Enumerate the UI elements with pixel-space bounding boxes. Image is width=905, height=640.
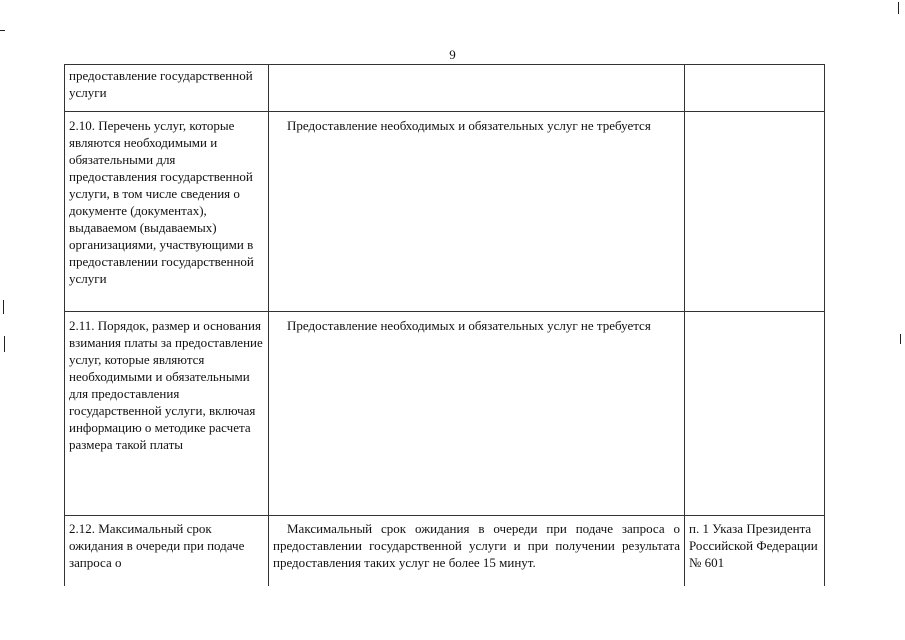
row-heading-cell: 2.11. Порядок, размер и основания взимания платы за предоставление услуг, которые являются необходимыми и обязательными для предоставления государственной услуги, включая информацию о методике расчета размера такой платы (65, 312, 269, 516)
table-row (65, 112, 825, 312)
scan-mark-left-top (0, 30, 5, 31)
scan-mark-left-mid2 (4, 336, 5, 352)
table-row (65, 312, 825, 516)
document-table (64, 64, 825, 586)
row-content-cell (269, 65, 685, 112)
page-number: 9 (449, 47, 456, 62)
scan-mark-right-mid (900, 334, 901, 344)
row-content-cell: Максимальный срок ожидания в очереди при подаче запроса о предоставлении государственной услуги и при получении результата предоставления таких услуг не более 15 минут. (269, 516, 685, 587)
row-reference-cell (685, 312, 825, 516)
table-row (65, 65, 825, 112)
row-reference-cell (685, 112, 825, 312)
row-content-cell: Предоставление необходимых и обязательных услуг не требуется (269, 312, 685, 516)
row-heading-cell: предоставление государственной услуги (65, 65, 269, 112)
scan-mark-right-top (898, 2, 899, 14)
row-reference-cell: п. 1 Указа Президента Российской Федерации № 601 (685, 516, 825, 587)
scan-mark-left-mid (3, 300, 4, 314)
row-heading-cell: 2.12. Максимальный срок ожидания в очереди при подаче запроса о (65, 516, 269, 587)
row-heading-cell: 2.10. Перечень услуг, которые являются необходимыми и обязательными для предоставления государственной услуги, в том числе сведения о документе (документах), выдаваемом (выдаваемых) организациями, участвующими в предоставлении государственной услуги (65, 112, 269, 312)
row-reference-cell (685, 65, 825, 112)
table-row (65, 516, 825, 587)
row-content-cell: Предоставление необходимых и обязательных услуг не требуется (269, 112, 685, 312)
